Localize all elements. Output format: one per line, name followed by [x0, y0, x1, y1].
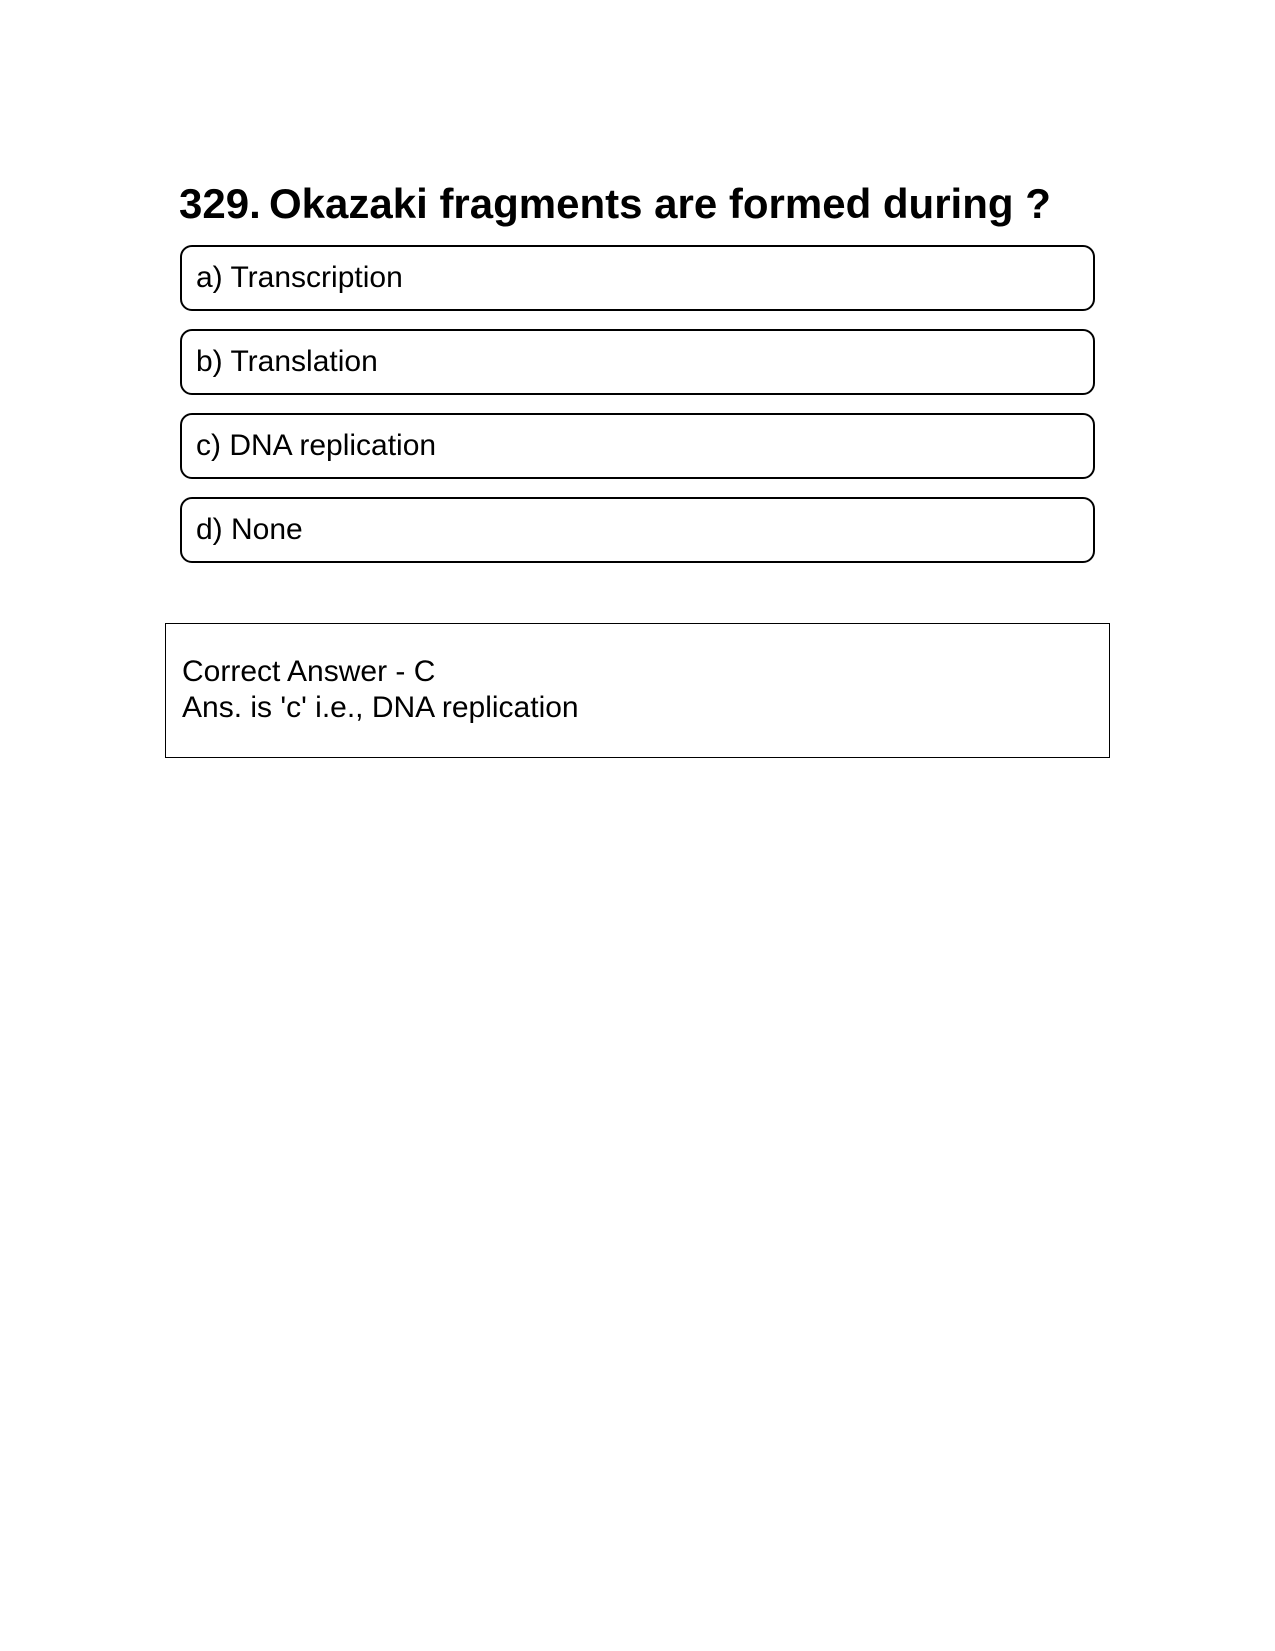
question-heading [179, 176, 1099, 232]
question-number: 329. [179, 180, 261, 227]
answer-box [165, 623, 1110, 758]
answer-explanation-text: Ans. is 'c' i.e., DNA replication [182, 691, 579, 724]
option-c[interactable]: c) DNA replication [180, 413, 1095, 479]
option-a[interactable]: a) Transcription [180, 245, 1095, 311]
question-text: Okazaki fragments are formed during ? [269, 180, 1051, 227]
correct-answer-text: Correct Answer - C [182, 655, 436, 688]
option-b[interactable]: b) Translation [180, 329, 1095, 395]
option-d[interactable]: d) None [180, 497, 1095, 563]
